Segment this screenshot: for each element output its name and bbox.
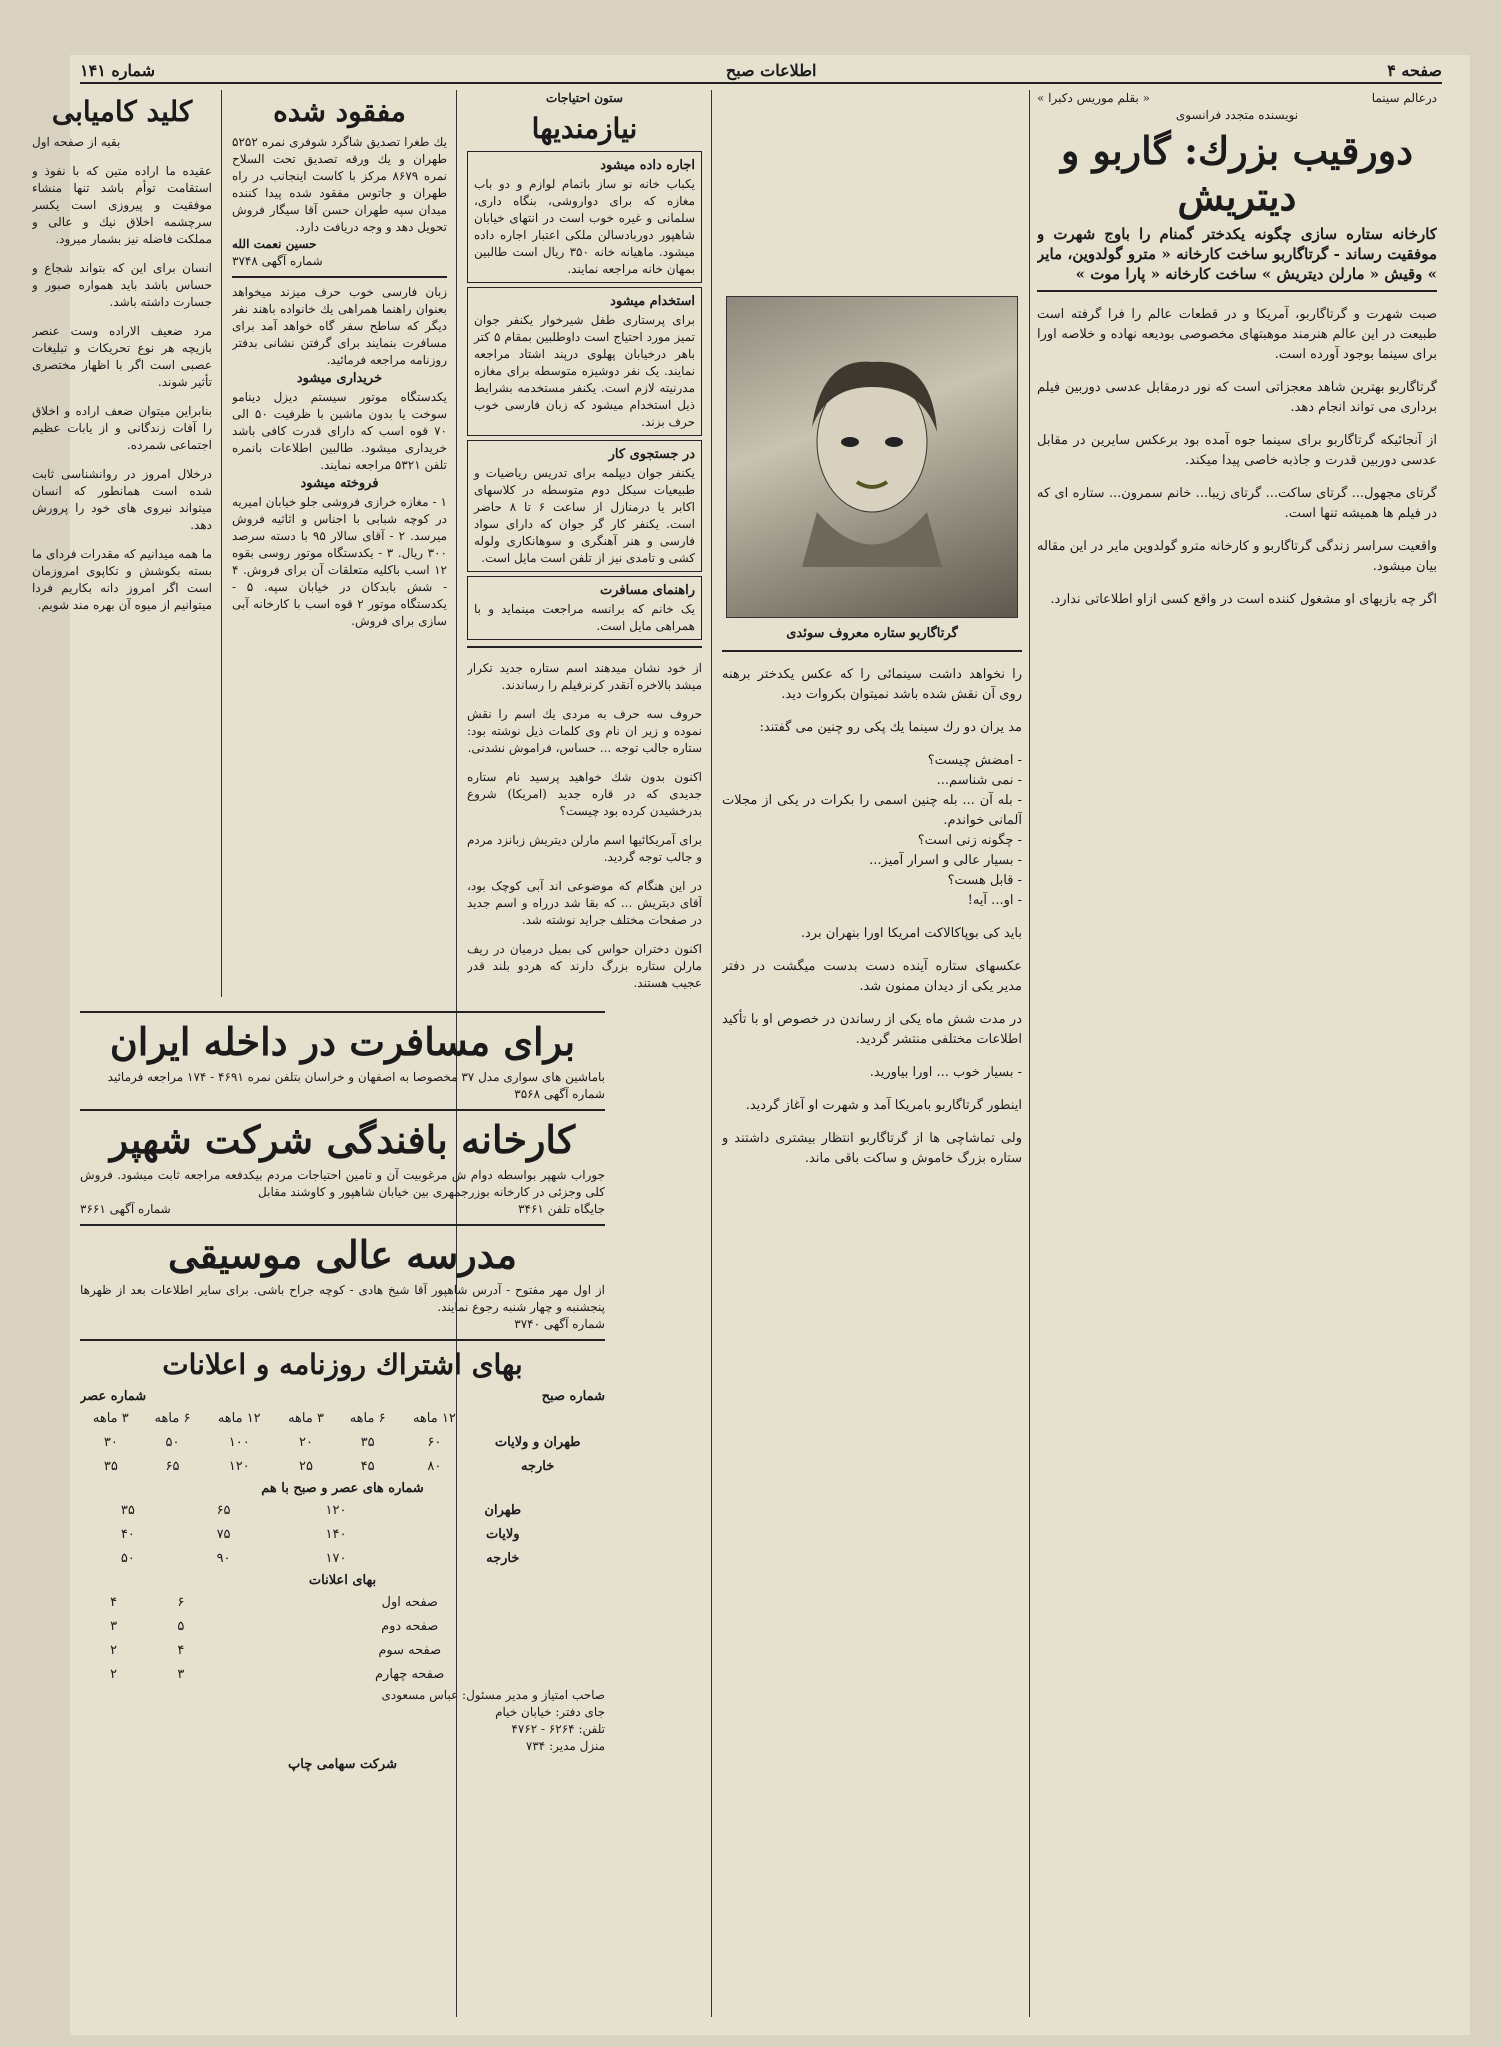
lost-headline: مفقود شده [273, 95, 406, 128]
travel-ad-headline: برای مسافرت در داخله ایران [109, 1019, 576, 1064]
article-paragraph: از آنجائیکه گرتاگاربو برای سینما جوه آمده بود برعکس سایرین در مقابل عدسی دوربین قدرت و جاذبه خاصی پیدا میکند. [1037, 433, 1437, 468]
music-ad-text: از اول مهر مفتوح - آدرس شاهپور آقا شیخ هادی - کوچه جراح باشی. برای سایر اطلاعات بعد از ظهرها پنجشنبه و چهار شنبه رجوع نمایند. [80, 1283, 605, 1314]
ads-rates-table [80, 1591, 605, 1687]
factory-ad-headline: کارخانه بافندگی شرکت شهپر [109, 1117, 576, 1162]
article-paragraph: اکنون دختران حواس کی بمیل درمیان در ریف مارلن ستاره بزرگ دارند که هردو بلند قدر عجیب هستند. [467, 942, 702, 990]
travel-ad-no: شماره آگهی ۳۵۶۸ [514, 1087, 605, 1101]
classified-text: یک خانم که برانسه مراجعت مینماید و با همراهی مایل است. [474, 602, 695, 633]
lost-signer: حسین نعمت الله [232, 237, 317, 251]
classified-text: یکباب خانه نو ساز باتمام لوازم و دو باب مغازه که برای دواروشی، بنگاه داری، سلمانی و غیره خوب است در انتهای خیابان شاهپور دوربادسالن ملکی اعتبار اجاره داده میشود. ماهیانه خانه ۳۵۰ ریال است طالبین بمهان خانه مراجعه نمایند. [474, 177, 695, 276]
classified-head: خریداری میشود [296, 371, 383, 386]
section-label: درعالم سینما [1371, 91, 1437, 105]
table-row: صفحه اول ۶ ۴ [110, 1595, 438, 1610]
article-paragraph: برای آمریکائیها اسم مارلن دیتریش زبانزد مردم و جالب توجه گردید. [467, 833, 702, 864]
table-row: صفحه چهارم ۳ ۲ [110, 1667, 445, 1682]
cinema-article-column [1037, 90, 1437, 2017]
masthead [80, 58, 1442, 84]
page-number: صفحه ۴ [1387, 60, 1442, 80]
table-row: طهران و ولایات ۶۰ ۳۵ ۲۰ ۱۰۰ ۵۰ ۳۰ [103, 1435, 581, 1450]
evening-label: شماره عصر [80, 1389, 147, 1404]
dialogue-line: - امضش چیست؟ [927, 753, 1022, 768]
dialogue-line: - نمی شناسم... [936, 773, 1022, 788]
footer-line: صاحب امتیاز و مدیر مسئول: عباس مسعودی [381, 1688, 605, 1702]
portrait-icon [782, 347, 962, 567]
lost-ad-no: شماره آگهی ۳۷۴۸ [232, 254, 323, 268]
lost-column [232, 90, 447, 997]
success-headline: کلید کامیابی [51, 95, 193, 128]
footer-line: منزل مدیر: ۷۳۴ [525, 1739, 605, 1753]
dialogue-line: - بله آن ... بله چنین اسمی را بکرات در یکی از مجلات آلمانی خواندم. [722, 793, 1022, 828]
dialogue-line: - بسیار عالی و اسرار آمیز... [869, 853, 1022, 868]
article-paragraph: اکنون بدون شك خواهید پرسید نام ستاره جدیدی که در قاره جدید (امریکا) شروع بدرخشیدن کرده بود چیست؟ [467, 770, 702, 818]
classified-head: اجاره داده میشود [600, 158, 695, 173]
classified-text: برای پرستاری طفل شیرخوار یکنفر جوان تمیز مورد احتیاج است داوطلبین بمقام ۵ کتر باهر درخیابان پهلوی درپند اشتاد مراجعه نمایند. یک نفر دوشیزه متوسطه برای مغازه مدرنیته لازم است. یکنفر مستخدمه بشرایط ذیل استخدام میشود که زبان فارسی خوب حرف بزند. [474, 313, 695, 429]
article-paragraph: عقیده ما اراده متین که با نفوذ و استقامت توأم باشد تنها منشاء موفقیت و پیروزی است یکسر سرچشمه اخلاق نیك و عالی و مملکت فاضله نیز بشمار میرود. [32, 164, 212, 246]
paper-title: اطلاعات صبح [725, 60, 817, 80]
footer-line: جای دفتر: خیابان خیام [495, 1705, 605, 1719]
morning-label: شماره صبح [541, 1389, 605, 1404]
subhead: کارخانه ستاره سازی چگونه یکدختر گمنام را باوج شهرت و موفقیت رساند - گرتاگاربو ساخت کارخانه « مترو گولدوین، مایر » وقیش « مارلن دیتریش » ساخت کارخانه « پارا موت » [1037, 225, 1437, 283]
footer-line: تلفن: ۶۲۶۴ - ۴۷۶۲ [511, 1722, 605, 1736]
table-row: خارجه ۸۰ ۴۵ ۲۵ ۱۲۰ ۶۵ ۳۵ [103, 1459, 555, 1474]
classified-text: ۱ - مغازه خرازی فروشی جلو خیابان امیریه در کوچه شبابی با اجناس و اثاثیه فروش میرسد. ۲ - آقای سالار ۹۵ با دسته سرصد ۳۰۰ ریال. ۳ - یکدستگاه موتور روسی بقوه ۱۲ اسب باکلیه متعلقات آن برای فروش. ۴ - شش بابدکان در خیابان سپه. ۵ - یکدستگاه موتور ۲ قوه اسب با کارخانه آبی سازی برای فروش. [232, 495, 447, 628]
column-title: ستون احتیاجات [546, 91, 623, 105]
combined-title: شماره های عصر و صبح با هم [261, 1481, 424, 1496]
music-ad-headline: مدرسه عالی موسیقی [167, 1232, 517, 1277]
article-paragraph: باید کی بوپاکالاکت امریکا اورا بنهران برد. [800, 926, 1022, 941]
issue-number: شماره ۱۴۱ [80, 60, 155, 80]
article-paragraph: اگر چه بازیهای او مشغول کننده است در واقع کسی ازاو اطلاعاتی ندارد. [1050, 592, 1437, 607]
continued-from: بقیه از صفحه اول [32, 135, 121, 149]
table-row: طهران ۱۲۰ ۶۵ ۳۵ [120, 1503, 522, 1518]
subscription-table: ۱۲ ماهه ۶ ماهه ۳ ماهه ۱۲ ماهه ۶ ماهه ۳ ماهه طهران و ولایات ۶۰ ۳۵ ۲۰ ۱۰۰ ۵۰ ۳۰ خارجه ۸۰ ۴۵ ۲۵ ۱۲۰ ۶۵ ۳۵ [80, 1407, 605, 1479]
travel-ad-text: باماشین های سواری مدل ۳۷ مخصوصا به اصفهان و خراسان بتلفن نمره ۴۶۹۱ - ۱۷۴ مراجعه فرمائید [107, 1070, 605, 1084]
article-paragraph: گرتای مجهول... گرتای ساکت... گرتای زیبا... خانم سمرون... ستاره ای که در فیلم ها همیشه تنها است. [1037, 486, 1437, 521]
success-key-column [32, 90, 212, 997]
subscription-headline: بهای اشتراك روزنامه و اعلانات [162, 1348, 523, 1381]
classified-head: استخدام میشود [610, 294, 695, 309]
photo-caption: گرتاگاربو ستاره معروف سوئدی [786, 626, 958, 641]
article-paragraph: صبت شهرت و گرتاگاربو، آمریکا و در قطعات عالم را فرا گرفته است طبیعت در این عالم هنرمند موهبتهای مخصوصی بودیعه نهاده و خلاصه اورا برای سینما بوجود آورده است. [1037, 307, 1437, 362]
classified-text: زبان فارسی خوب حرف میزند میخواهد بعنوان راهنما همراهی یك خانواده باهند نفر دیگر که ساطح سفر گاه خواهد آمد برای مسافرت بنمایند برای گرفتن نشانی بدفتر روزنامه مراجعه فرمائید. [232, 285, 447, 367]
factory-phone: جایگاه تلفن ۳۴۶۱ [518, 1202, 605, 1216]
dialogue-line: - قابل هست؟ [947, 873, 1022, 888]
article-paragraph: انسان برای این که بتواند شجاع و حساس باشد باید همواره صبور و جسارت داشته باشد. [32, 261, 212, 309]
classifieds-headline: نیازمندیها [531, 112, 638, 145]
article-paragraph: از خود نشان میدهند اسم ستاره جدید تکرار میشد بالاخره آنقدر کرنرفیلم را رساندند. [467, 661, 702, 692]
ads-rates-title: بهای اعلانات [308, 1573, 377, 1588]
photo-column [722, 290, 1022, 2017]
printer: شرکت سهامی چاپ [288, 1757, 397, 1772]
article-paragraph: ما همه میدانیم که مقدرات فردای ما بسته بکوشش و تکاپوی امروزمان است اگر امروز دانه بکاریم فردا میتوانیم از میوه آن بهره مند شویم. [32, 547, 212, 612]
classified-text: یکنفر جوان دیپلمه برای تدریس ریاضیات و طبیعیات سیکل دوم متوسطه در کلاسهای اکابر یا درمنازل از ساعت ۶ تا ۸ حاضر است. یکنفر کار گر جوان که دارای سواد فارسی و هنر آهنگری و سوهانکاری ولوله کشی و تامدی نیز از تلفن است مایل است. [474, 466, 696, 565]
table-row: صفحه دوم ۵ ۳ [110, 1619, 439, 1634]
classified-head: فروخته میشود [300, 476, 379, 491]
table-row: خارجه ۱۷۰ ۹۰ ۵۰ [120, 1551, 520, 1566]
article-paragraph: را نخواهد داشت سینمائی را که عکس یکدختر برهنه روی آن نقش شده باشد نمیتوان بکروات دید. [722, 667, 1022, 702]
article-paragraph: گرتاگاربو بهترین شاهد معجزاتی است که نور درمقابل عدسی دوربین فیلم برداری می تواند انجام دهد. [1037, 380, 1437, 415]
classified-head: راهنمای مسافرت [600, 583, 695, 598]
author: نویسنده متجدد فرانسوی [1175, 108, 1299, 122]
classified-text: یکدستگاه موتور سیستم دیزل دینامو سوخت یا بدون ماشین با ظرفیت ۵۰ الی ۷۰ قوه اسب که دارای قدرت کافی باشد خریداری میشود. طالبین اطلاعات بانمره تلفن ۵۳۲۱ مراجعه نمایند. [232, 390, 447, 472]
article-paragraph: واقعیت سراسر زندگی گرتاگاربو و کارخانه مترو گولدوین مایر در این مقاله بیان میشود. [1037, 539, 1437, 574]
table-row: ولایات ۱۴۰ ۷۵ ۴۰ [120, 1527, 520, 1542]
combined-table [80, 1499, 605, 1571]
dialogue-line: - بسیار خوب ... اورا بیاورید. [869, 1065, 1022, 1080]
factory-ad-no: شماره آگهی ۳۶۶۱ [80, 1202, 171, 1216]
article-paragraph: بنابراین میتوان ضعف اراده و اخلاق را آفات زندگانی و از یابات عظیم اجتماعی شمرده. [32, 404, 212, 452]
article-paragraph: در این هنگام که موضوعی اند آبی کوچک بود، آقای دیتریش ... که بقا شد درراه و اسم جدید در صفحات مختلف جراید نوشته شد. [467, 879, 702, 927]
article-paragraph: عکسهای ستاره آینده دست بدست میگشت در دفتر مدیر یکی از دیدان ممنون شد. [722, 959, 1022, 994]
article-paragraph: مد یران دو رك سینما یك پکی رو چنین می گفتند: [759, 720, 1022, 735]
dialogue-line: - او... آیه! [967, 893, 1022, 908]
factory-ad-text: جوراب شهپر بواسطه دوام ش مرغوبیت آن و تامین احتیاجات مردم بیکدفعه مراجعه ثابت میشود. فروش کلی وجزئی در کارخانه بوزرجمهری بین خیابان شاهپور و کاوشند مقابل [80, 1168, 605, 1199]
byline: « بقلم موریس دکبرا » [1037, 91, 1151, 105]
music-ad-no: شماره آگهی ۳۷۴۰ [514, 1317, 605, 1331]
table-row: صفحه سوم ۴ ۲ [110, 1643, 442, 1658]
article-paragraph: اینطور گرتاگاربو بامریکا آمد و شهرت او آغاز گردید. [745, 1098, 1022, 1113]
article-paragraph: ولی تماشاچی ها از گرتاگاربو انتظار بیشتری داشتند و ستاره بزرگ خاموش و ساکت باقی ماند. [722, 1131, 1022, 1166]
classified-head: در جستجوی کار [608, 447, 695, 462]
greta-garbo-photo [726, 296, 1018, 618]
article-paragraph: حروف سه حرف به مردی یك اسم را نقش نموده و زیر ان نام وی کلمات ذیل نوشته بود: ستاره جالب توجه ... حساس، فراموش نشدنی. [467, 707, 702, 755]
article-paragraph: مرد ضعیف الاراده وست عنصر بازیچه هر نوع تحریکات و تبلیغات عصبی است اگر با اظهار مختصری تأثیر شوند. [32, 324, 212, 389]
lost-text: یك طغرا تصدیق شاگرد شوفری نمره ۵۲۵۲ طهران و یك ورقه تصدیق تحت السلاح نمره ۸۶۷۹ مرکز با کاست اینجانب در راه طهران و جاتوس مفقود شده پیدا کننده میدان سپه طهران حسن آقا سیگار فروش تحویل دهد و وجه دریافت دارد. [232, 135, 447, 234]
ads-block [80, 1005, 605, 2017]
headline: دورقیب بزرك: گاربو و دیتریش [1060, 128, 1414, 219]
dialogue-line: - چگونه زنی است؟ [917, 833, 1022, 848]
article-paragraph: درخلال امروز در روانشناسی ثابت شده است همانطور که انسان میتواند نیروی های خود را پرورش دهد. [32, 467, 212, 532]
article-paragraph: در مدت شش ماه یکی از رساندن در خصوص او با تأکید اطلاعات مختلفی منتشر گردید. [722, 1012, 1022, 1047]
